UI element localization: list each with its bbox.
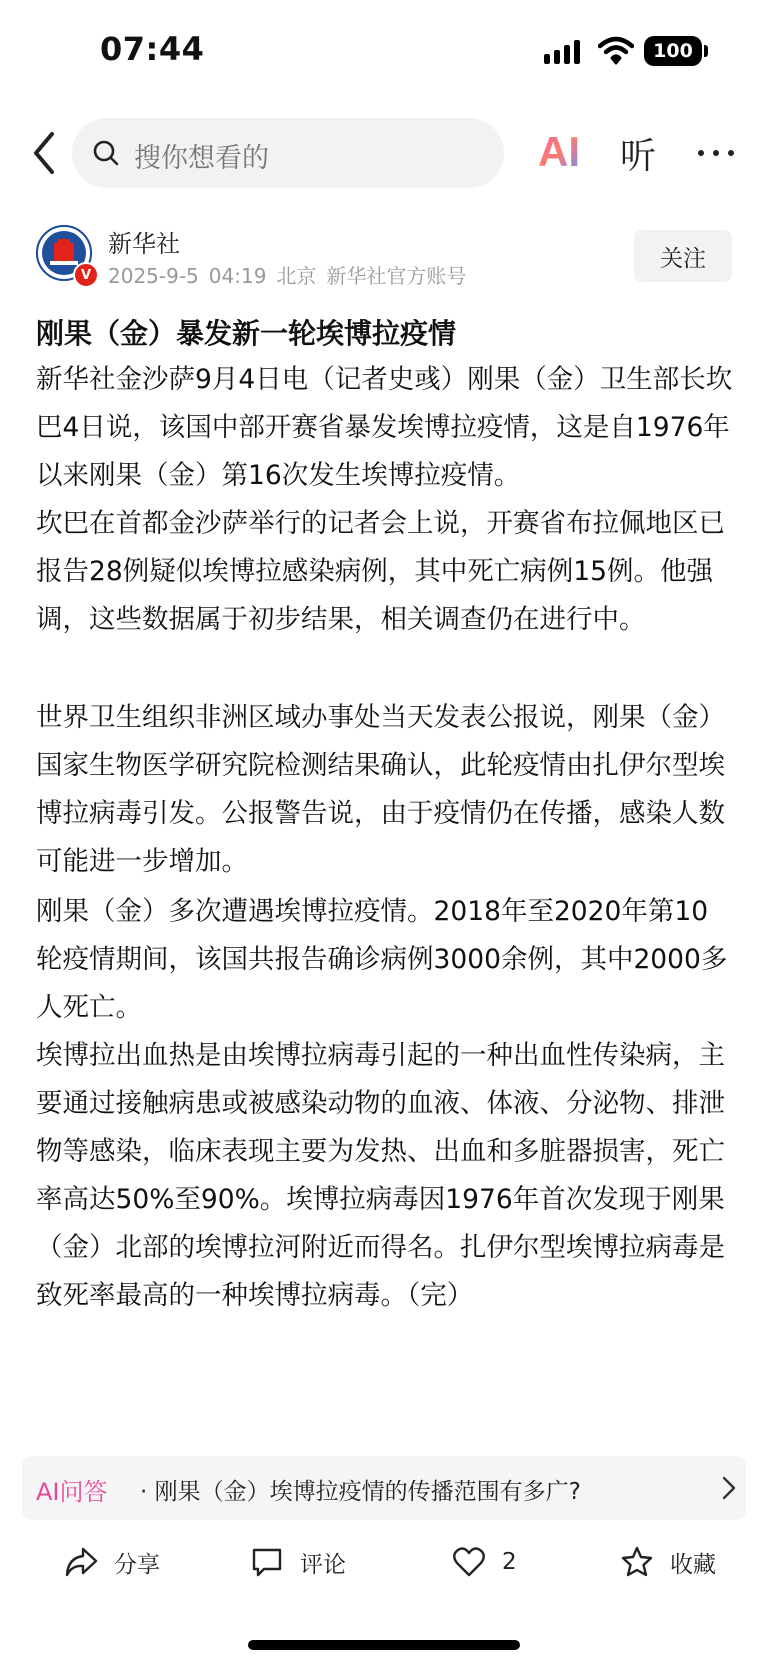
article-title: 刚果（金）暴发新一轮埃博拉疫情 — [36, 317, 457, 350]
chevron-right-icon — [722, 1476, 736, 1500]
post-time: 04:19 — [208, 264, 267, 288]
share-button[interactable] — [64, 1540, 160, 1584]
ai-qa-bar[interactable] — [22, 1456, 746, 1520]
comment-icon — [250, 1545, 284, 1579]
article-paragraph: 埃博拉出血热是由埃博拉病毒引起的一种出血性传染病，主要通过接触病患或被感染动物的血液、体液、分泌物、排泄物等感染，临床表现主要为发热、出血和多脏器损害，死亡率高达50%至90%。埃博拉病毒因1976年首次发现于刚果（金）北部的埃博拉河附近而得名。扎伊尔型埃博拉病毒是致死率最高的一种埃博拉病毒。（完） — [36, 1040, 725, 1311]
follow-button[interactable]: 关注 — [634, 230, 732, 282]
post-location: 北京 — [276, 264, 317, 288]
listen-button[interactable]: 听 — [620, 136, 657, 177]
heart-icon — [452, 1545, 486, 1579]
star-icon — [620, 1545, 654, 1579]
favorite-button[interactable] — [620, 1540, 716, 1584]
like-count: 2 — [502, 1549, 517, 1575]
cellular-signal-icon — [544, 40, 584, 64]
article-paragraph: 新华社金沙萨9月4日电（记者史彧）刚果（金）卫生部长坎巴4日说，该国中部开赛省暴发埃博拉疫情，这是自1976年以来刚果（金）第16次发生埃博拉疫情。 — [36, 364, 733, 491]
ai-qa-question: · 刚果（金）埃博拉疫情的传播范围有多广? — [140, 1479, 581, 1505]
share-icon — [64, 1545, 98, 1579]
like-button[interactable] — [452, 1540, 517, 1584]
article-paragraph: 坎巴在首都金沙萨举行的记者会上说，开赛省布拉佩地区已报告28例疑似埃博拉感染病例，其中死亡病例15例。他强调，这些数据属于初步结果，相关调查仍在进行中。 — [36, 508, 725, 635]
back-icon[interactable] — [26, 128, 66, 178]
wifi-icon — [598, 36, 634, 66]
battery-tip — [704, 45, 708, 57]
post-meta — [108, 260, 476, 289]
share-label: 分享 — [114, 1551, 160, 1578]
home-indicator — [248, 1640, 520, 1650]
verified-badge: V — [73, 262, 99, 288]
status-bar — [0, 0, 768, 100]
comment-button[interactable] — [250, 1540, 346, 1584]
battery-indicator: 100 — [644, 36, 702, 66]
post-date: 2025-9-5 — [108, 264, 199, 288]
article-paragraph: 世界卫生组织非洲区域办事处当天发表公报说，刚果（金）国家生物医学研究院检测结果确认，此轮疫情由扎伊尔型埃博拉病毒引发。公报警告说，由于疫情仍在传播，感染人数可能进一步增加。 — [36, 702, 725, 877]
search-placeholder: 搜你想看的 — [134, 143, 269, 174]
ai-label: AI — [538, 128, 580, 174]
account-type: 新华社官方账号 — [326, 264, 467, 288]
more-icon[interactable] — [696, 148, 736, 158]
search-input[interactable] — [72, 118, 504, 188]
search-icon — [92, 139, 120, 167]
ai-qa-label: AI问答 — [36, 1478, 108, 1506]
status-time: 07:44 — [100, 30, 205, 68]
article-paragraph: 刚果（金）多次遭遇埃博拉疫情。2018年至2020年第10轮疫情期间，该国共报告确诊病例3000余例，其中2000多人死亡。 — [36, 896, 728, 1023]
author-name[interactable]: 新华社 — [108, 230, 180, 258]
ai-icon[interactable] — [538, 128, 586, 174]
favorite-label: 收藏 — [670, 1551, 716, 1578]
comment-label: 评论 — [300, 1551, 346, 1578]
